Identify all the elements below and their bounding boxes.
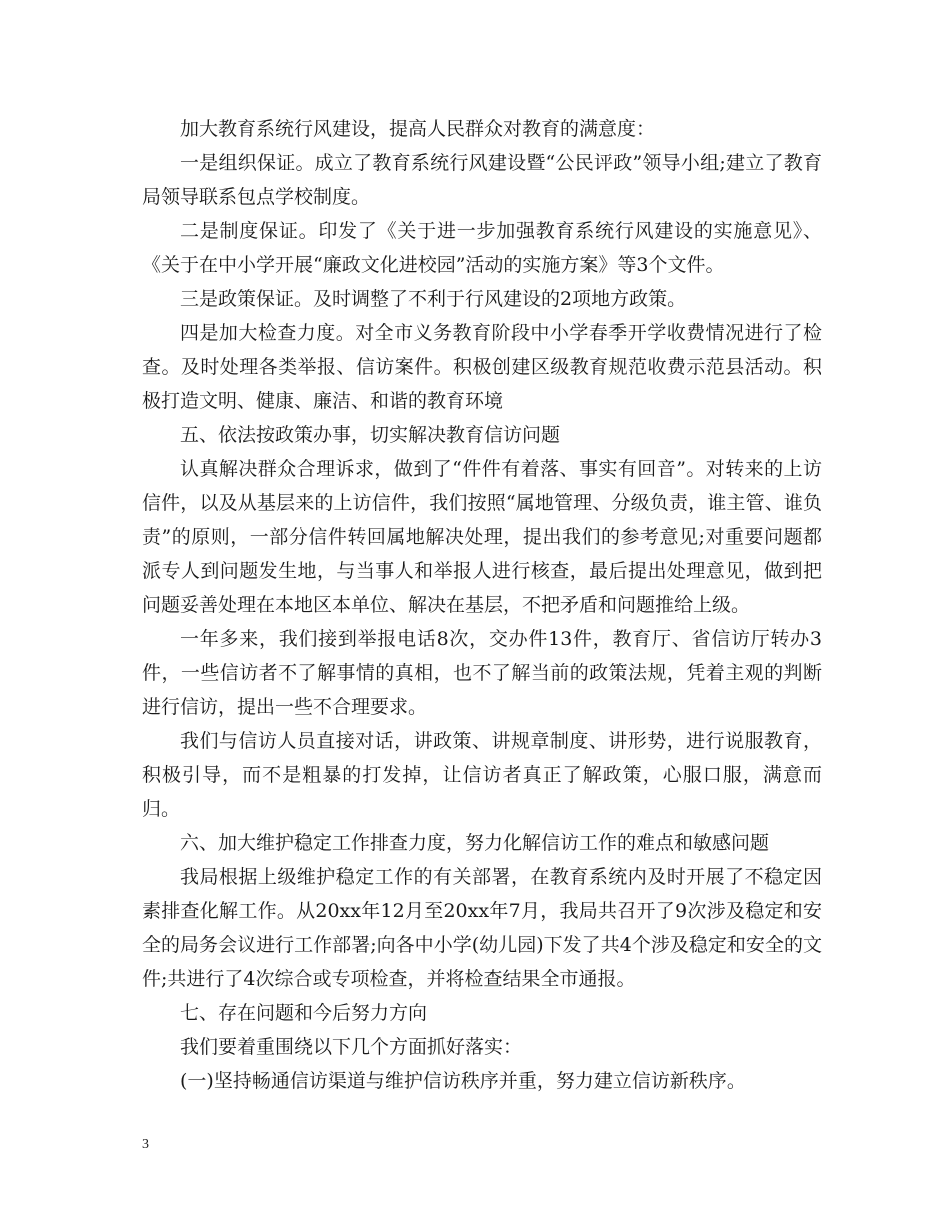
paragraph-stability: 我局根据上级维护稳定工作的有关部署，在教育系统内及时开展了不稳定因素排查化解工作。从20xx年12月至20xx年7月，我局共召开了9次涉及稳定和安全的局务会议进行工作部署;向各中小学(幼儿园)下发了共4个涉及稳定和安全的文件;共进行了4次综合或专项检查，并将检查结果全市通报。 <box>142 866 822 990</box>
section-heading-five: 五、依法按政策办事，切实解决教育信访问题 <box>180 424 561 446</box>
paragraph-policy-guarantee: 三是政策保证。及时调整了不利于行风建设的2项地方政策。 <box>180 288 687 310</box>
section-heading-six: 六、加大维护稳定工作排查力度，努力化解信访工作的难点和敏感问题 <box>180 832 770 854</box>
paragraph-intro: 加大教育系统行风建设，提高人民群众对教育的满意度： <box>180 118 656 140</box>
section-heading-seven: 七、存在问题和今后努力方向 <box>180 1002 428 1024</box>
paragraph-dialogue: 我们与信访人员直接对话，讲政策、讲规章制度、讲形势，进行说服教育，积极引导，而不是粗暴的打发掉，让信访者真正了解政策，心服口服，满意而归。 <box>142 730 822 820</box>
paragraph-inspection: 四是加大检查力度。对全市义务教育阶段中小学春季开学收费情况进行了检查。及时处理各类举报、信访案件。积极创建区级教育规范收费示范县活动。积极打造文明、健康、廉洁、和谐的教育环境 <box>142 322 822 412</box>
paragraph-system-guarantee: 二是制度保证。印发了《关于进一步加强教育系统行风建设的实施意见》、《关于在中小学开展“廉政文化进校园”活动的实施方案》等3个文件。 <box>142 220 822 276</box>
paragraph-petition-stats: 一年多来，我们接到举报电话8次，交办件13件，教育厅、省信访厅转办3件，一些信访者不了解事情的真相，也不了解当前的政策法规，凭着主观的判断进行信访，提出一些不合理要求。 <box>142 628 822 718</box>
document-body <box>142 112 822 1098</box>
paragraph-organization-guarantee: 一是组织保证。成立了教育系统行风建设暨“公民评政”领导小组;建立了教育局领导联系包点学校制度。 <box>142 152 822 208</box>
paragraph-petition-handling: 认真解决群众合理诉求，做到了“件件有着落、事实有回音”。对转来的上访信件，以及从基层来的上访信件，我们按照“属地管理、分级负责，谁主管、谁负责”的原则，一部分信件转回属地解决处理，提出我们的参考意见;对重要问题都派专人到问题发生地，与当事人和举报人进行核查，最后提出处理意见，做到把问题妥善处理在本地区本单位、解决在基层，不把矛盾和问题推给上级。 <box>142 458 822 616</box>
page-number: 3 <box>142 1137 149 1152</box>
paragraph-item-one: (一)坚持畅通信访渠道与维护信访秩序并重，努力建立信访新秩序。 <box>180 1070 746 1092</box>
paragraph-focus: 我们要着重围绕以下几个方面抓好落实： <box>180 1036 523 1058</box>
